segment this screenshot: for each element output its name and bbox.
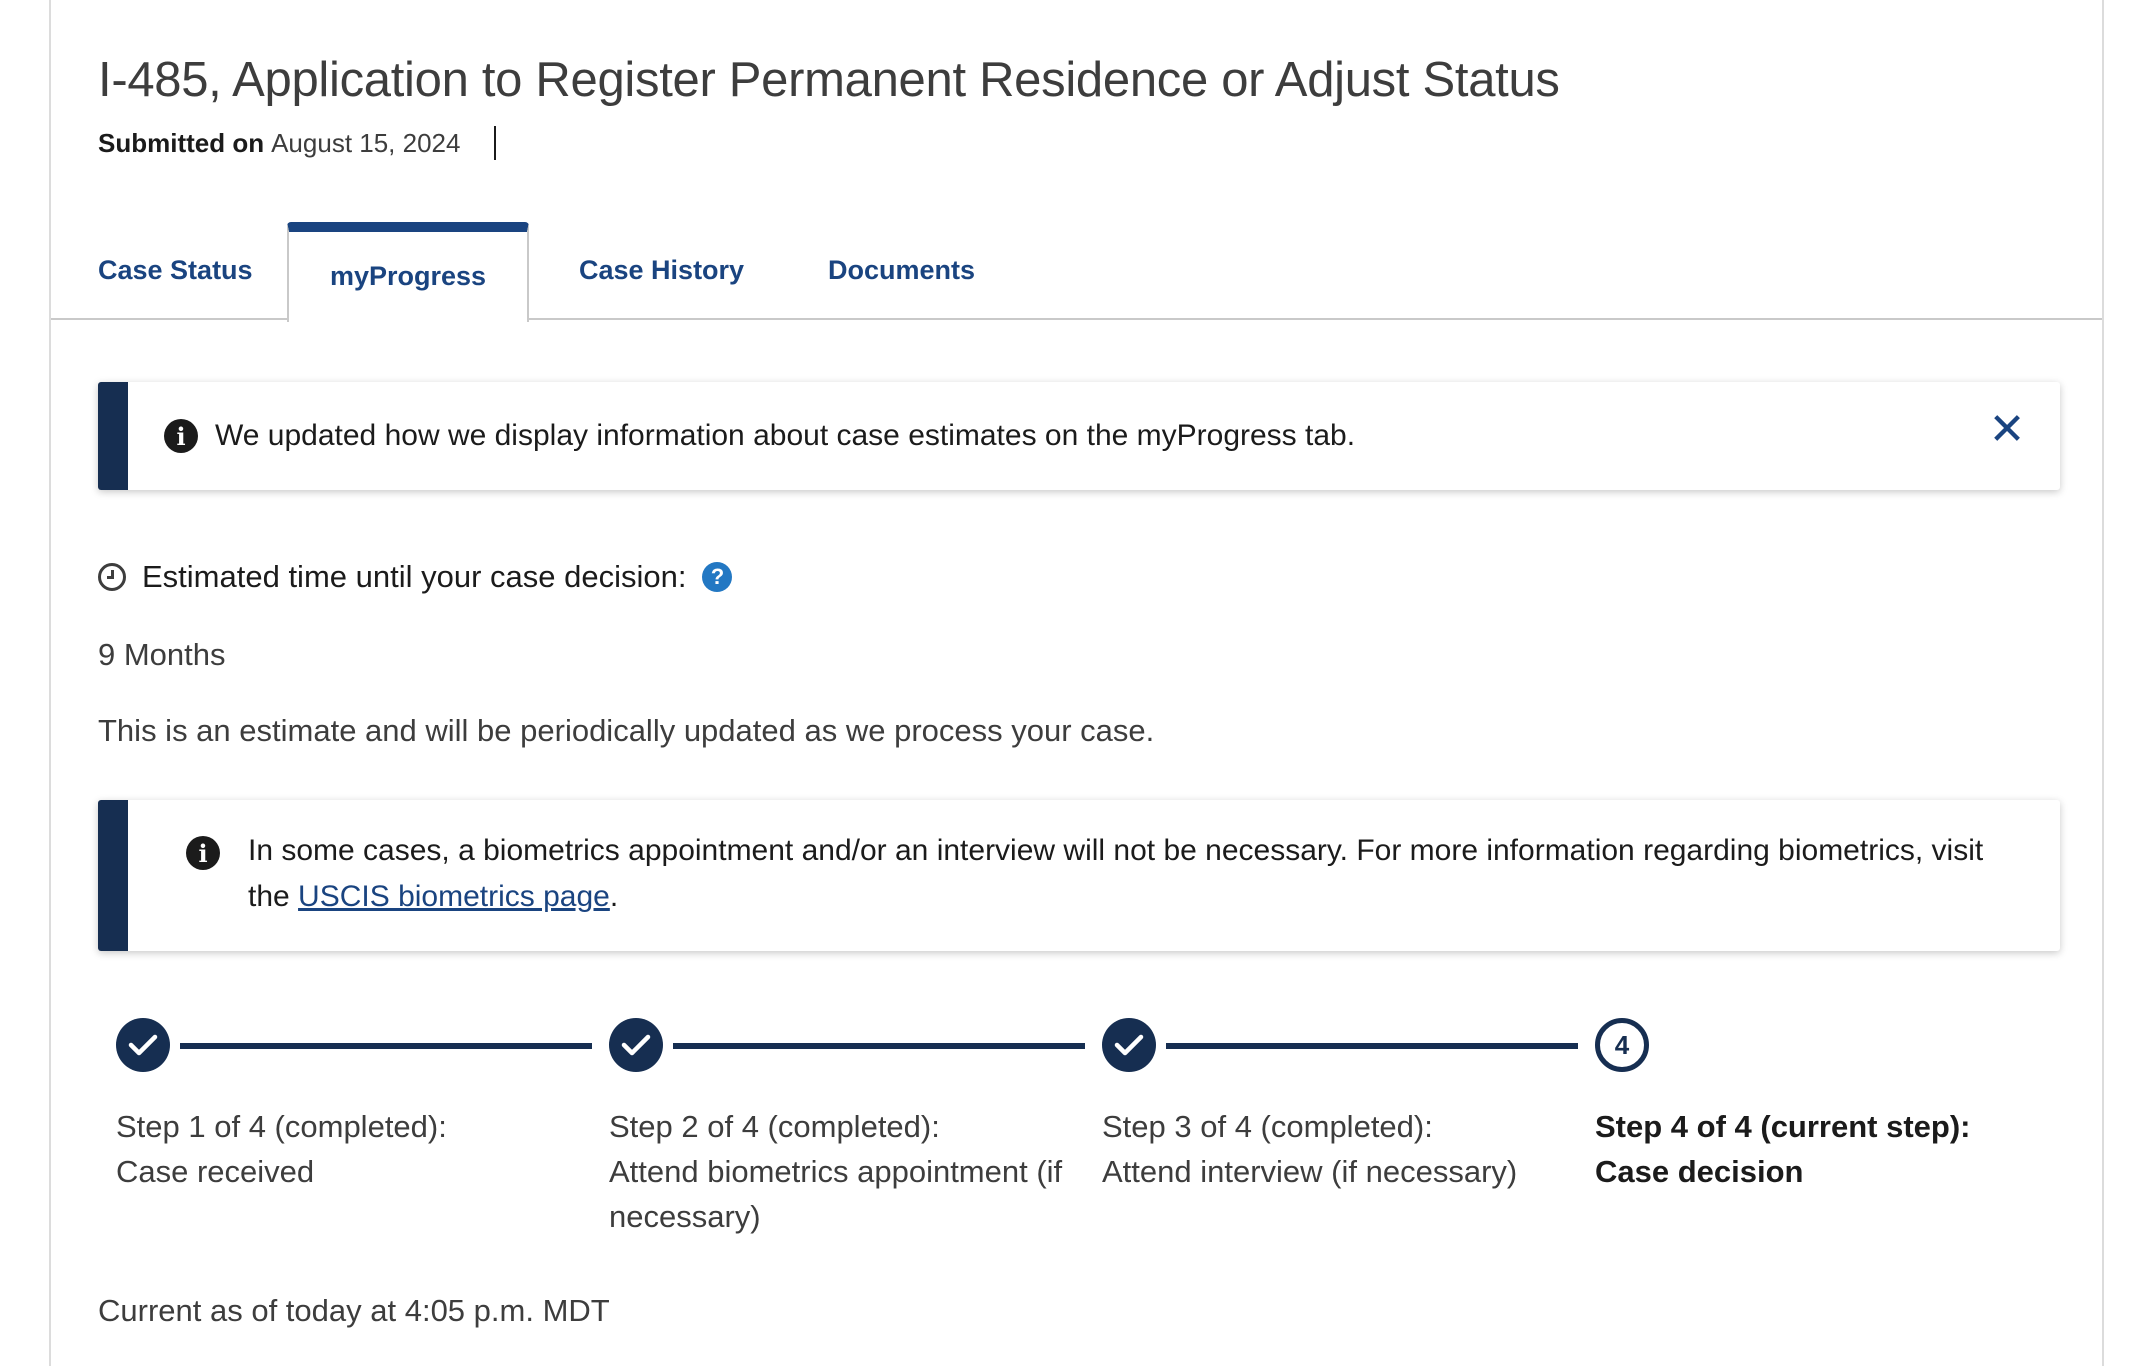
step-number: 4 [1614,1029,1630,1060]
divider [494,126,496,160]
step-connector [180,1043,592,1049]
step-name: Attend interview (if necessary) [1102,1154,1518,1189]
alert-text: In some cases, a biometrics appointment and/or an interview will not be necessary. For more information regarding biometrics, visit the [248,834,1984,913]
step-name: Case decision [1595,1154,1804,1189]
biometrics-link[interactable]: USCIS biometrics page [298,880,610,913]
tab-myprogress[interactable] [287,222,529,322]
alert-message [248,828,2028,920]
alert-accent-bar [98,800,128,951]
step-status: Step 2 of 4 (completed): [609,1109,940,1144]
tab-documents[interactable] [828,222,975,318]
estimate-label: Estimated time until your case decision: [142,559,687,594]
step-connector [1166,1043,1578,1049]
step-label-1 [116,1104,586,1194]
tab-label: Case History [579,254,745,285]
clock-icon [98,563,126,591]
estimate-value: 9 Months [98,637,226,672]
step-label-2 [609,1104,1079,1239]
step-name: Attend biometrics appointment (if necessary) [609,1154,1063,1234]
check-icon [116,1018,170,1072]
check-icon [609,1018,663,1072]
biometrics-alert [98,800,2060,951]
submitted-label: Submitted on [98,127,265,158]
step-connector [673,1043,1085,1049]
step-status: Step 3 of 4 (completed): [1102,1109,1433,1144]
estimate-note: This is an estimate and will be periodically updated as we process your case. [98,713,1155,748]
alert-text-end: . [609,880,619,913]
check-icon [1102,1018,1156,1072]
progress-stepper [0,1018,2147,1238]
step-status: Step 4 of 4 (current step): [1595,1109,1971,1144]
alert-message: We updated how we display information about case estimates on the myProgress tab. [215,419,1356,452]
tab-case-history[interactable] [579,222,744,318]
update-alert [98,382,2060,490]
info-icon: i [186,836,220,870]
step-label-4 [1595,1104,2065,1194]
submitted-info [98,126,496,160]
current-step-indicator [1595,1018,1649,1072]
info-icon: i [164,419,198,453]
alert-accent-bar [98,382,128,490]
close-icon[interactable]: ✕ [1988,403,2026,455]
tab-case-status[interactable] [98,222,253,318]
tab-bar [51,222,2102,320]
step-label-3 [1102,1104,1572,1194]
tab-label: Case Status [98,254,253,285]
step-name: Case received [116,1154,315,1189]
page-title: I-485, Application to Register Permanent Residence or Adjust Status [98,53,1560,107]
tab-label: Documents [828,254,976,285]
help-icon[interactable]: ? [702,562,732,592]
estimate-row [98,559,732,595]
step-status: Step 1 of 4 (completed): [116,1109,447,1144]
tab-label: myProgress [329,260,487,291]
last-updated: Current as of today at 4:05 p.m. MDT [98,1293,610,1328]
submitted-date: August 15, 2024 [271,127,461,158]
